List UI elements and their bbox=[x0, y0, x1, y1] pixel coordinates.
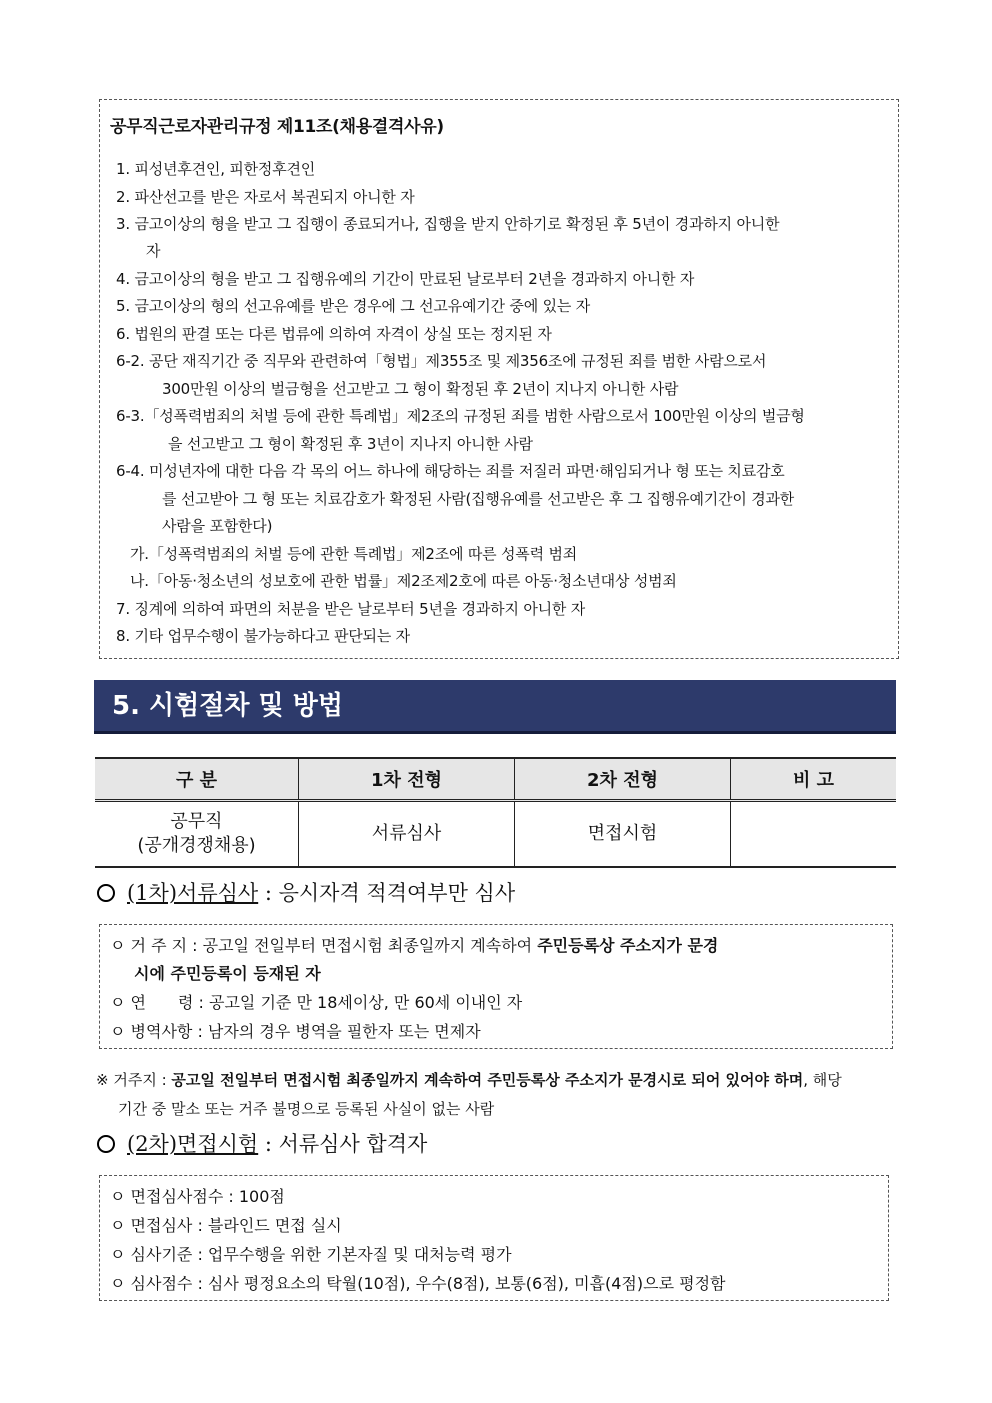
note-suffix: , 해당 bbox=[803, 1071, 842, 1089]
table-header-row bbox=[95, 758, 896, 801]
stage1-criteria-box bbox=[99, 924, 893, 1049]
header-remarks: 비 고 bbox=[731, 758, 897, 801]
list-item: 6-2. 공단 재직기간 중 직무와 관련하여「형법」제355조 및 제356조에 규정된 죄를 범한 사람으로서 bbox=[116, 352, 767, 370]
second-stage-cell: 면접시험 bbox=[515, 801, 731, 868]
list-item: 3. 금고이상의 형을 받고 그 집행이 종료되거나, 집행을 받지 안하기로 확정된 후 5년이 경과하지 아니한 bbox=[116, 215, 780, 233]
stage2-heading bbox=[97, 1128, 427, 1158]
age-line: ㅇ 연 령 : 공고일 기준 만 18세이상, 만 60세 이내인 자 bbox=[110, 993, 523, 1012]
section-title-bar: 5. 시험절차 및 방법 bbox=[94, 680, 896, 734]
note-prefix: ※ 거주지 : bbox=[96, 1071, 172, 1089]
list-item: 나.「아동·청소년의 성보호에 관한 법률」제2조제2호에 따른 아동·청소년대상 성범죄 bbox=[130, 572, 677, 590]
list-item: 4. 금고이상의 형을 받고 그 집행유예의 기간이 만료된 날로부터 2년을 경과하지 아니한 자 bbox=[116, 270, 695, 288]
stage2-heading-label: (2차)면접시험 bbox=[127, 1132, 259, 1156]
stage2-criteria-box bbox=[99, 1175, 889, 1301]
list-item: 6-3.「성폭력범죄의 처벌 등에 관한 특례법」제2조의 규정된 죄를 범한 사람으로서 100만원 이상의 벌금형 bbox=[116, 407, 805, 425]
list-item: 을 선고받고 그 형이 확정된 후 3년이 지나지 아니한 사람 bbox=[168, 435, 533, 453]
list-item: 를 선고받아 그 형 또는 치료감호가 확정된 사람(집행유예를 선고받은 후 그 집행유예기간이 경과한 bbox=[162, 490, 795, 508]
military-line: ㅇ 병역사항 : 남자의 경우 병역을 필한자 또는 면제자 bbox=[110, 1022, 481, 1041]
list-item: 7. 징계에 의하여 파면의 처분을 받은 날로부터 5년을 경과하지 아니한 자 bbox=[116, 600, 586, 618]
list-item: 5. 금고이상의 형의 선고유예를 받은 경우에 그 선고유예기간 중에 있는 자 bbox=[116, 297, 591, 315]
residence-bold-cont: 시에 주민등록이 등재된 자 bbox=[134, 964, 321, 983]
stage2-heading-desc: : 서류심사 합격자 bbox=[258, 1132, 428, 1156]
category-line2: (공개경쟁채용) bbox=[137, 835, 256, 856]
procedure-table bbox=[95, 757, 896, 868]
circle-bullet-icon bbox=[97, 1135, 115, 1153]
list-item: 사람을 포함한다) bbox=[162, 517, 273, 535]
stage1-heading bbox=[97, 877, 515, 907]
stage1-heading-label: (1차)서류심사 bbox=[127, 881, 259, 905]
category-cell bbox=[95, 801, 299, 868]
list-item: 2. 파산선고를 받은 자로서 복권되지 아니한 자 bbox=[116, 188, 415, 206]
list-item: 300만원 이상의 벌금형을 선고받고 그 형이 확정된 후 2년이 지나지 아니한 사람 bbox=[162, 380, 679, 398]
header-second-stage: 2차 전형 bbox=[515, 758, 731, 801]
stage1-heading-desc: : 응시자격 적격여부만 심사 bbox=[258, 881, 516, 905]
residence-line bbox=[110, 933, 718, 956]
residence-label: ㅇ 거 주 지 : 공고일 전일부터 면접시험 최종일까지 계속하여 bbox=[110, 936, 538, 955]
category-line1: 공무직 bbox=[170, 811, 223, 832]
list-item: 8. 기타 업무수행이 불가능하다고 판단되는 자 bbox=[116, 627, 410, 645]
list-item: 6. 법원의 판결 또는 다른 법류에 의하여 자격이 상실 또는 정지된 자 bbox=[116, 325, 552, 343]
list-item: ㅇ 면접심사점수 : 100점 bbox=[110, 1187, 285, 1206]
disqualification-title: 공무직근로자관리규정 제11조(채용결격사유) bbox=[110, 117, 444, 137]
list-item: ㅇ 심사기준 : 업무수행을 위한 기본자질 및 대처능력 평가 bbox=[110, 1245, 512, 1264]
residence-line-cont bbox=[134, 961, 321, 984]
first-stage-cell: 서류심사 bbox=[299, 801, 515, 868]
disqualification-box bbox=[99, 99, 899, 659]
header-category: 구 분 bbox=[95, 758, 299, 801]
residence-note bbox=[96, 1069, 842, 1090]
header-first-stage: 1차 전형 bbox=[299, 758, 515, 801]
list-item: 1. 피성년후견인, 피한정후견인 bbox=[116, 160, 316, 178]
list-item: 자 bbox=[146, 242, 161, 260]
list-item: 가.「성폭력범죄의 처벌 등에 관한 특례법」제2조에 따른 성폭력 범죄 bbox=[130, 545, 578, 563]
remarks-cell bbox=[731, 801, 897, 868]
circle-bullet-icon bbox=[97, 884, 115, 902]
list-item: ㅇ 심사점수 : 심사 평정요소의 탁월(10점), 우수(8점), 보통(6점), 미흡(4점)으로 평정함 bbox=[110, 1274, 726, 1293]
list-item: 6-4. 미성년자에 대한 다음 각 목의 어느 하나에 해당하는 죄를 저질러 파면·해임되거나 형 또는 치료감호 bbox=[116, 462, 785, 480]
note-bold: 공고일 전일부터 면접시험 최종일까지 계속하여 주민등록상 주소지가 문경시로 되어 있어야 하며 bbox=[171, 1071, 804, 1089]
table-row bbox=[95, 801, 896, 868]
residence-bold: 주민등록상 주소지가 문경 bbox=[537, 936, 719, 955]
list-item: ㅇ 면접심사 : 블라인드 면접 실시 bbox=[110, 1216, 342, 1235]
residence-note-line2: 기간 중 말소 또는 거주 불명으로 등록된 사실이 없는 사람 bbox=[118, 1100, 495, 1118]
